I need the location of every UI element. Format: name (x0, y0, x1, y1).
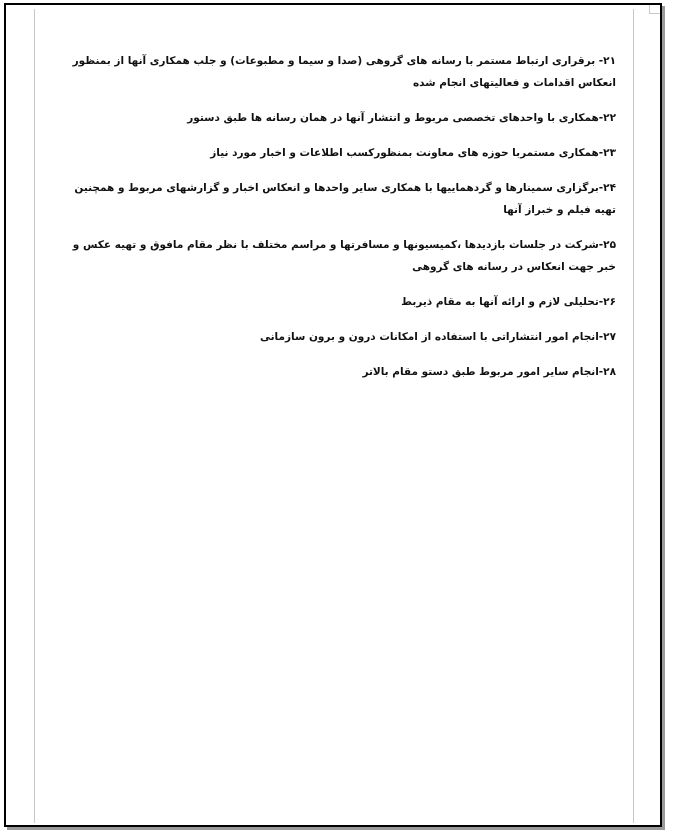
list-item: ۲۱- برقراری ارتباط مستمر با رسانه های گروهی (صدا و سیما و مطبوعات) و جلب همکاری آنها از بمنظور انعکاس اقدامات و فعالیتهای انجام شده (72, 55, 616, 89)
list-item: ۲۳-همکاری مستمربا حوزه های معاونت بمنظورکسب اطلاعات و اخبار مورد نیاز (210, 147, 616, 159)
page-corner-mark (649, 5, 660, 14)
list-item: ۲۲-همکاری با واحدهای تخصصی مربوط و انتشار آنها در همان رسانه ها طبق دستور (187, 112, 616, 124)
list-item: ۲۸-انجام سایر امور مربوط طبق دستو مقام بالاتر (362, 366, 616, 378)
list-item: ۲۷-انجام امور انتشاراتی با استفاده از امکانات درون و برون سازمانی (259, 331, 616, 343)
duties-list (58, 50, 616, 396)
document-page (4, 3, 662, 827)
list-item: ۲۴-برگزاری سمینارها و گردهماییها با همکاری سایر واحدها و انعکاس اخبار و گزارشهای مربوط و همچنین تهیه فیلم و خبراز آنها (74, 182, 616, 216)
list-item: ۲۶-تحلیلی لازم و ارائه آنها به مقام ذیربط (401, 296, 616, 308)
list-item: ۲۵-شرکت در جلسات بازدیدها ،کمیسیونها و مسافرتها و مراسم مختلف با نظر مقام مافوق و تهیه عکس و خبر جهت انعکاس در رسانه های گروهی (72, 239, 616, 273)
